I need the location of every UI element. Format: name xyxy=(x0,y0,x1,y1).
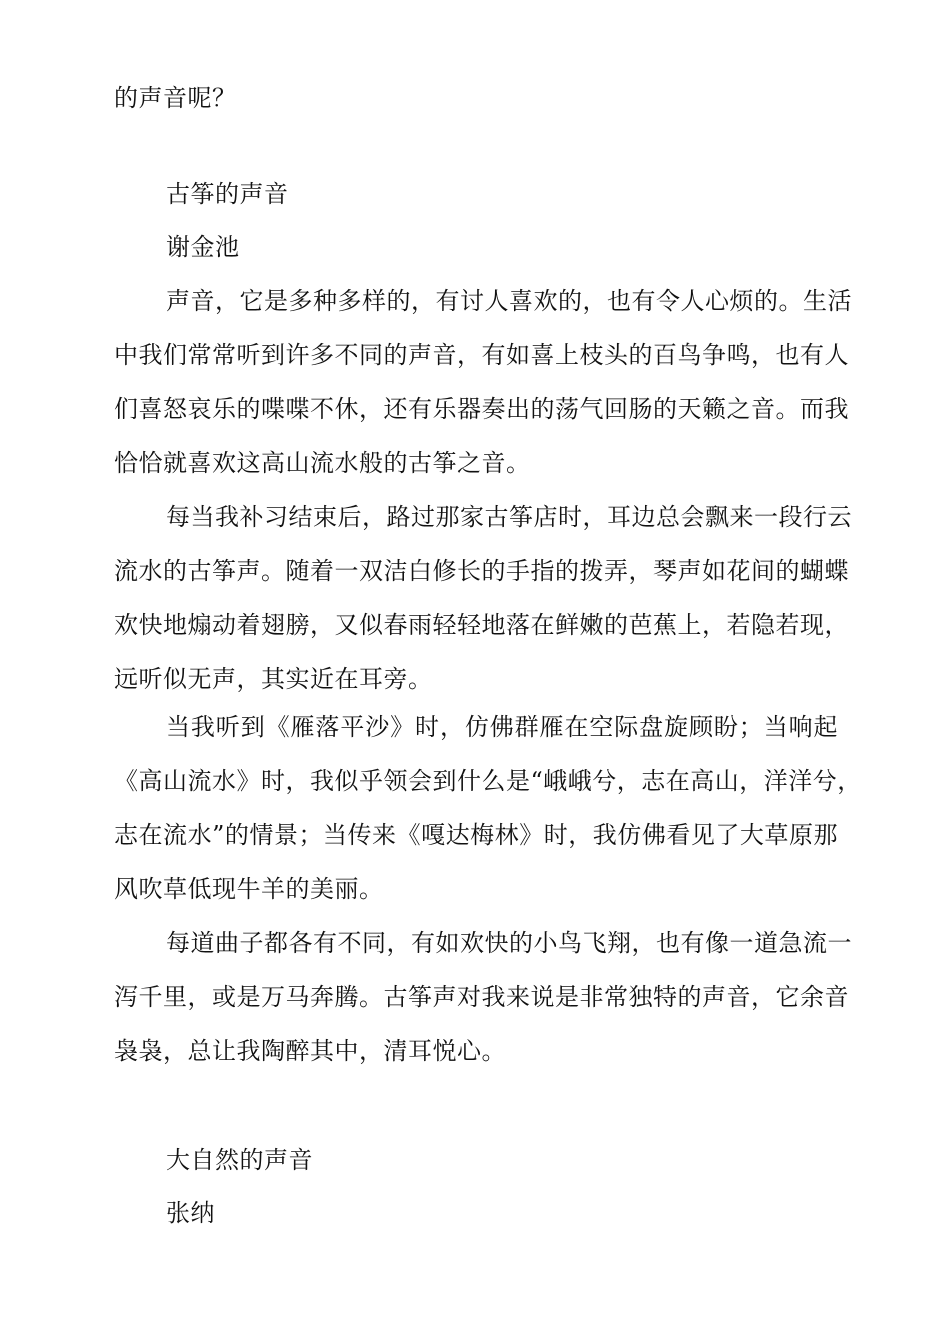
paragraph-line: 风吹草低现牛羊的美丽。 xyxy=(114,875,384,903)
paragraph-line: 流水的古筝声。随着一双洁白修长的手指的拨弄，琴声如花间的蝴蝶 xyxy=(114,557,849,585)
paragraph-line: 当我听到《雁落平沙》时，仿佛群雁在空际盘旋顾盼；当响起 xyxy=(166,713,838,741)
paragraph-line: 欢快地煽动着翅膀，又似春雨轻轻地落在鲜嫩的芭蕉上，若隐若现， xyxy=(114,611,849,639)
paragraph-line: 泻千里，或是万马奔腾。古筝声对我来说是非常独特的声音，它余音 xyxy=(114,983,849,1011)
continuation-line: 的声音呢？ xyxy=(114,84,237,112)
paragraph-line: 《高山流水》时，我似乎领会到什么是“峨峨兮，志在高山，洋洋兮， xyxy=(114,767,862,795)
paragraph-line: 每道曲子都各有不同，有如欢快的小鸟飞翔，也有像一道急流一 xyxy=(166,929,852,957)
paragraph-line: 中我们常常听到许多不同的声音，有如喜上枝头的百鸟争鸣，也有人 xyxy=(114,341,849,369)
essay-author: 谢金池 xyxy=(166,233,240,261)
essay-author: 张纳 xyxy=(166,1199,215,1227)
essay-title: 大自然的声音 xyxy=(166,1146,313,1174)
paragraph-line: 远听似无声，其实近在耳旁。 xyxy=(114,665,433,693)
paragraph-line: 们喜怒哀乐的喋喋不休，还有乐器奏出的荡气回肠的天籁之音。而我 xyxy=(114,395,849,423)
paragraph-line: 每当我补习结束后，路过那家古筝店时，耳边总会飘来一段行云 xyxy=(166,503,852,531)
paragraph-line: 声音，它是多种多样的，有讨人喜欢的，也有令人心烦的。生活 xyxy=(166,287,852,315)
essay-title: 古筝的声音 xyxy=(166,180,289,208)
paragraph-line: 袅袅，总让我陶醉其中，清耳悦心。 xyxy=(114,1037,506,1065)
paragraph-line: 志在流水”的情景；当传来《嘎达梅林》时，我仿佛看见了大草原那 xyxy=(114,821,838,849)
paragraph-line: 恰恰就喜欢这高山流水般的古筝之音。 xyxy=(114,449,531,477)
